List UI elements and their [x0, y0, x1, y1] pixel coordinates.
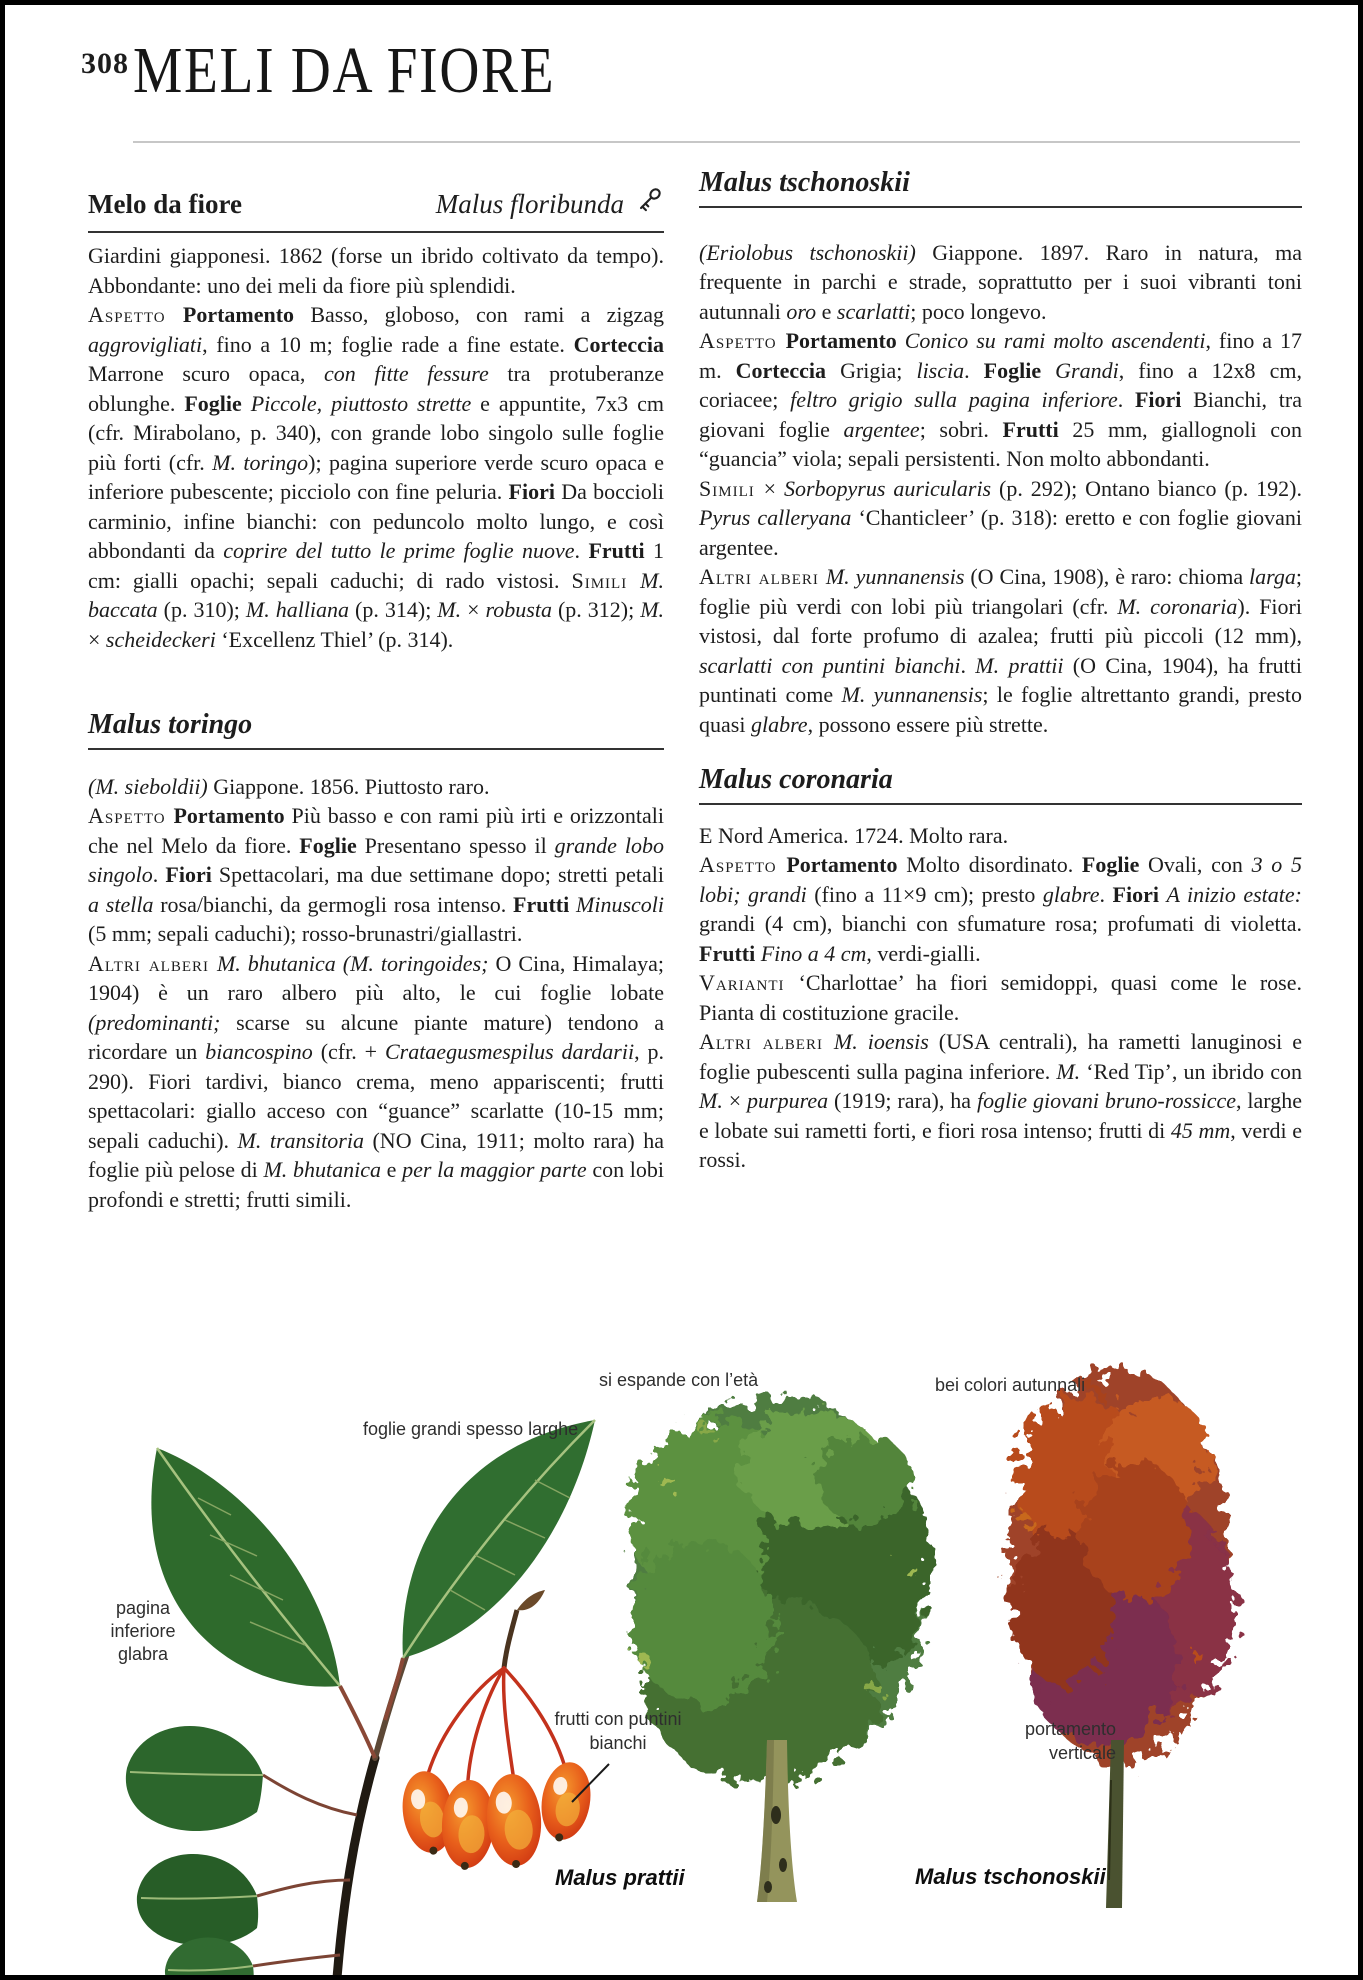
figure-caption-tschonoskii: Malus tschonoskii: [915, 1864, 1106, 1889]
species-heading-coronaria: Malus coronaria: [699, 765, 1302, 805]
figure-label-habit: portamento verticale: [1024, 1719, 1116, 1763]
body-paragraph: Altri alberi M. yunnanensis (O Cina, 1908), è raro: chioma larga; foglie più verdi con lobi più triangolari (cfr. M. coronaria). Fiori vistosi, dal forte profumo di azalea; frutti più piccoli (12 mm), scarlatti con puntini bianchi. M. prattii (O Cina, 1904), ha frutti puntinati come M. yunnanensis; le foglie altrettanto grandi, presto quasi glabre, possono essere più strette.: [699, 564, 1303, 737]
body-paragraph: Altri alberi M. ioensis (USA centrali), ha rametti lanuginosi e foglie pubescenti sulla pagina inferiore. M. ‘Red Tip’, un ibrido con M. × purpurea (1919; rara), ha foglie giovani bruno-rossicce, larghe e lobate sui rametti forti, e fiori rosa intenso; frutti di 45 mm, verdi e rossi.: [699, 1029, 1302, 1172]
species-heading-tschonoskii: Malus tschonoskii: [699, 168, 1302, 208]
figure-label-fruit: frutti con puntini bianchi: [554, 1709, 682, 1753]
figure-label-underside: pagina inferiore glabra: [110, 1598, 176, 1664]
figure-label-spread: si espande con l’età: [599, 1370, 759, 1390]
header-divider: [133, 141, 1300, 143]
figure-caption-prattii: Malus prattii: [555, 1865, 685, 1890]
species-common-name: Melo da fiore: [88, 188, 242, 219]
tree-illustration-red: [1009, 1367, 1235, 1908]
body-paragraph: E Nord America. 1724. Molto rara.: [699, 822, 1009, 848]
key-icon: [634, 183, 664, 217]
body-paragraph: Aspetto Portamento Molto disordinato. Foglie Ovali, con 3 o 5 lobi; grandi (fino a 11×9 cm); presto glabre. Fiori A inizio estate: grandi (4 cm), bianchi con sfumature rosa; profumati di violetta. Frutti Fino a 4 cm, verdi-gialli.: [699, 852, 1303, 966]
page-number: 308: [81, 47, 129, 80]
leaf-branch-illustration: [126, 1420, 595, 1980]
body-paragraph: Altri alberi M. bhutanica (M. toringoides; O Cina, Himalaya; 1904) è un raro albero più alto, le cui foglie lobate (predominanti; scarse su alcune piante mature) tendono a ricordare un biancospino (cfr. + Crataegusmespilus dardarii, p. 290). Fiori tardivi, bianco crema, meno appariscenti; frutti spettacolari: giallo acceso con “guance” scarlatte (10-15 mm; sepali caduchi). M. transitoria (NO Cina, 1911; molto rara) ha foglie più pelose di M. bhutanica e per la maggior parte con lobi profondi e stretti; frutti simili.: [88, 950, 665, 1212]
species-latin-name: Malus floribunda: [435, 188, 624, 219]
body-paragraph: (Eriolobus tschonoskii) Giappone. 1897. Raro in natura, ma frequente in parchi e strade, soprattutto per i suoi vibranti toni autunnali oro e scarlatti; poco longevo.: [699, 239, 1302, 324]
tree-illustration-green: [629, 1397, 933, 1902]
body-paragraph: (M. sieboldii) Giappone. 1856. Piuttosto raro.: [88, 773, 490, 799]
figure-label-leaves: foglie grandi spesso larghe: [363, 1419, 579, 1439]
species-heading-floribunda: [88, 183, 664, 233]
body-paragraph: Aspetto Portamento Più basso e con rami più irti e orizzontali che nel Melo da fiore. Foglie Presentano spesso il grande lobo singolo. Fiori Spettacolari, ma due settimane dopo; stretti petali a stella rosa/bianchi, da germogli rosa intenso. Frutti Minuscoli (5 mm; sepali caduchi); rosso-brunastri/giallastri.: [88, 803, 664, 946]
body-paragraph: Simili × Sorbopyrus auricularis (p. 292); Ontano bianco (p. 192). Pyrus calleryana ‘Chanticleer’ (p. 318): eretto e con foglie giovani argentee.: [699, 475, 1302, 560]
body-paragraph: Giardini giapponesi. 1862 (forse un ibrido coltivato da tempo). Abbondante: uno dei meli da fiore più splendidi.: [88, 243, 664, 298]
body-paragraph: Varianti ‘Charlottae’ ha fiori semidoppi, quasi come le rose. Pianta di costituzione gracile.: [699, 970, 1302, 1025]
species-heading-toringo: Malus toringo: [88, 710, 664, 750]
figure-label-autumn: bei colori autunnali: [935, 1375, 1086, 1395]
left-column: [88, 183, 664, 1214]
page-title: MELI DA FIORE: [133, 34, 556, 107]
body-paragraph: Aspetto Portamento Conico su rami molto ascendenti, fino a 17 m. Corteccia Grigia; liscia. Foglie Grandi, fino a 12x8 cm, coriacee; feltro grigio sulla pagina inferiore. Fiori Bianchi, tra giovani foglie argentee; sobri. Frutti 25 mm, giallognoli con “guancia” viola; sepali persistenti. Non molto abbondanti.: [699, 328, 1303, 471]
body-paragraph: Aspetto Portamento Basso, globoso, con rami a zigzag aggrovigliati, fino a 10 m; foglie rade a fine estate. Corteccia Marrone scuro opaca, con fitte fessure tra protuberanze oblunghe. Foglie Piccole, piuttosto strette e appuntite, 7x3 cm (cfr. Mirabolano, p. 340), con grande lobo singolo sulle foglie più forti (cfr. M. toringo); pagina superiore verde scuro opaca e inferiore pubescente; picciolo con fine peluria. Fiori Da boccioli carminio, infine bianchi: con peduncolo molto lungo, e così abbondanti da coprire del tutto le prime foglie nuove. Frutti 1 cm: gialli opachi; sepali caduchi; di rado vistosi. Simili M. baccata (p. 310); M. halliana (p. 314); M. × robusta (p. 312); M. × scheideckeri ‘Excellenz Thiel’ (p. 314).: [88, 302, 665, 652]
right-column: [699, 168, 1302, 1175]
